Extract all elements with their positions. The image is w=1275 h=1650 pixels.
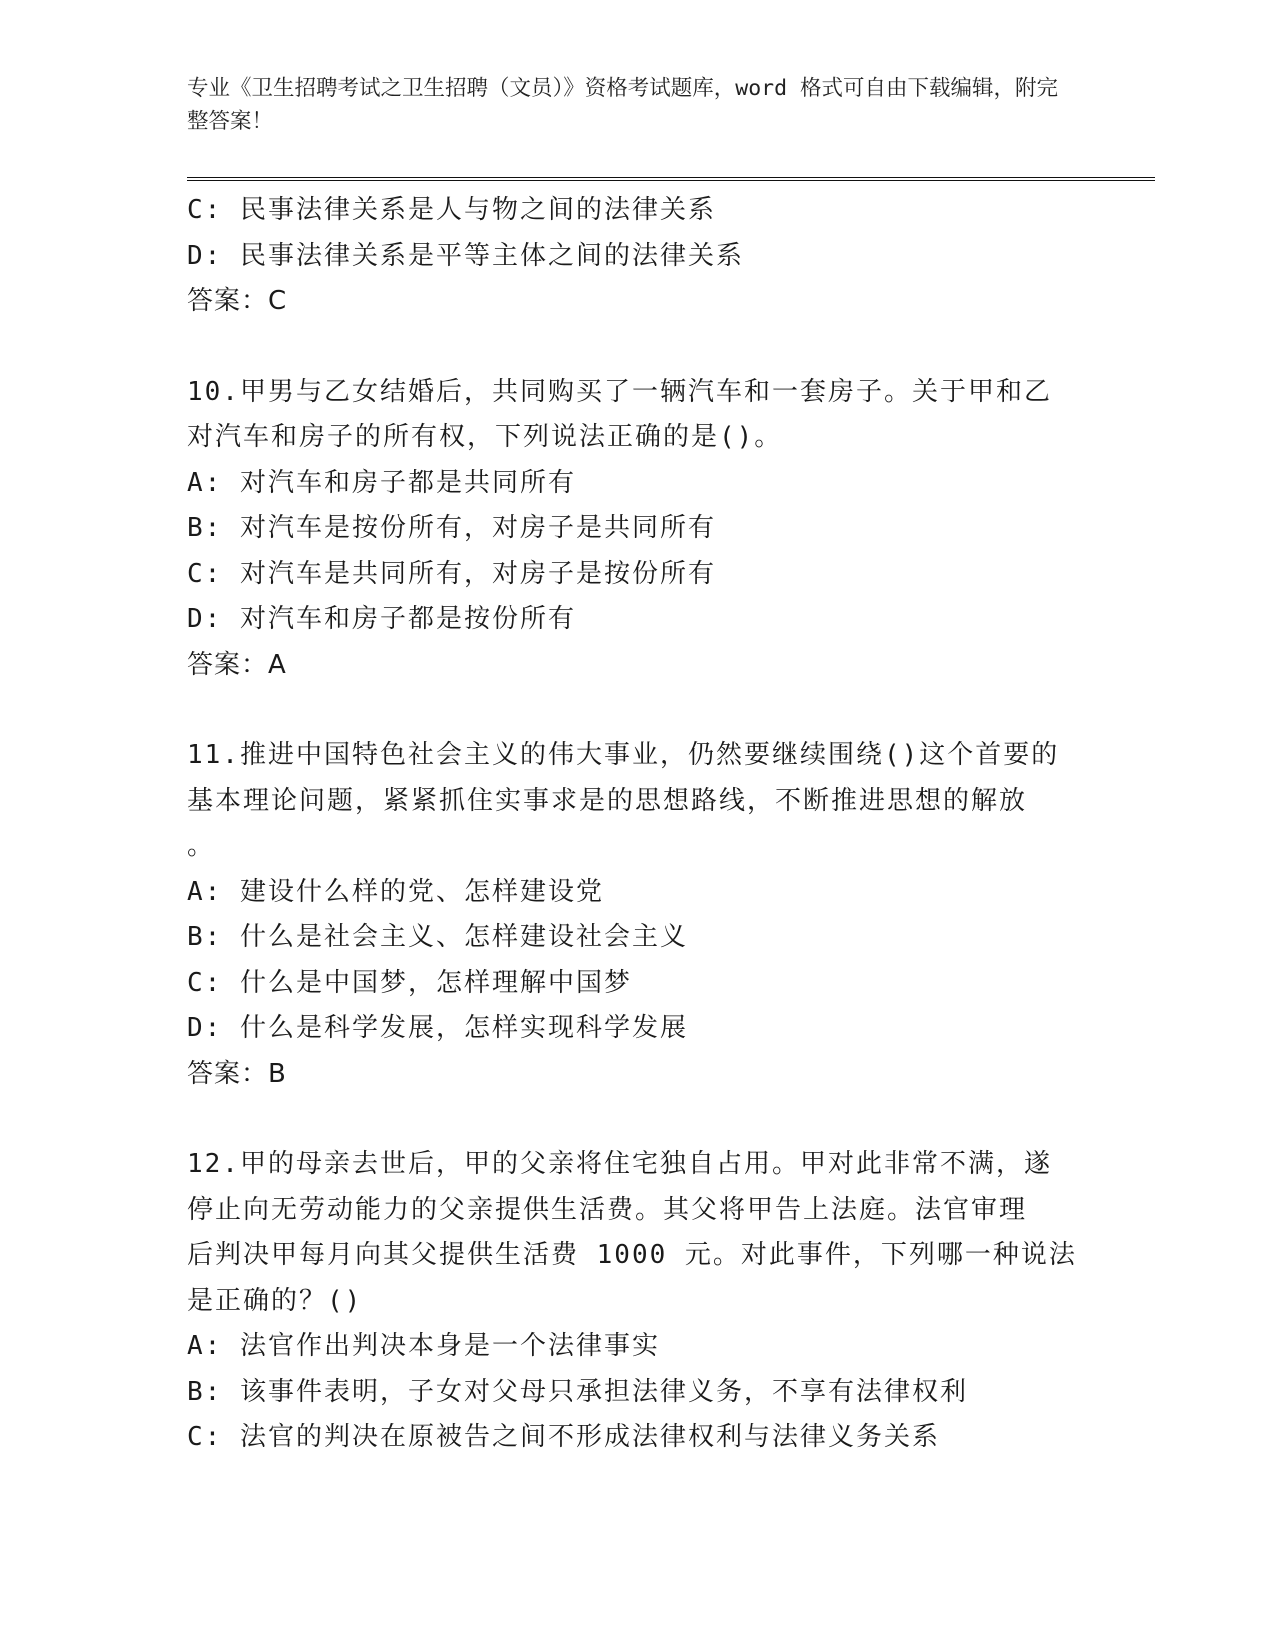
question-stem-line: 是正确的？() xyxy=(187,1285,363,1316)
spacer xyxy=(187,1097,1087,1142)
option-c: C: 民事法律关系是人与物之间的法律关系 xyxy=(187,195,716,225)
question-stem-line: 10.甲男与乙女结婚后，共同购买了一辆汽车和一套房子。关于甲和乙 xyxy=(187,376,1052,407)
document-page xyxy=(187,0,1155,1650)
question-11 xyxy=(187,733,1087,1097)
answer: 答案：B xyxy=(187,1058,287,1089)
option-c: C: 法官的判决在原被告之间不形成法律权利与法律义务关系 xyxy=(187,1422,940,1452)
option-b: B: 对汽车是按份所有，对房子是共同所有 xyxy=(187,513,716,543)
option-d: D: 什么是科学发展，怎样实现科学发展 xyxy=(187,1013,688,1043)
option-a: A: 对汽车和房子都是共同所有 xyxy=(187,467,576,498)
question-stem-line: 停止向无劳动能力的父亲提供生活费。其父将甲告上法庭。法官审理 xyxy=(187,1194,1028,1225)
option-b: B: 什么是社会主义、怎样建设社会主义 xyxy=(187,922,688,952)
spacer xyxy=(187,325,1087,370)
header-rule xyxy=(187,177,1155,181)
option-a: A: 法官作出判决本身是一个法律事实 xyxy=(187,1331,660,1361)
spacer xyxy=(187,688,1087,733)
question-10 xyxy=(187,370,1087,689)
option-c: C: 对汽车是共同所有，对房子是按份所有 xyxy=(187,558,716,589)
option-c: C: 什么是中国梦，怎样理解中国梦 xyxy=(187,967,632,998)
answer: 答案：C xyxy=(187,286,288,316)
question-stem-line: 后判决甲每月向其父提供生活费 1000 元。对此事件，下列哪一种说法 xyxy=(187,1240,1077,1270)
question-stem-line: 11.推进中国特色社会主义的伟大事业，仍然要继续围绕()这个首要的 xyxy=(187,740,1060,770)
option-d: D: 对汽车和房子都是按份所有 xyxy=(187,604,576,634)
question-12 xyxy=(187,1142,1087,1461)
page-header: 专业《卫生招聘考试之卫生招聘（文员）》资格考试题库，word 格式可自由下载编辑，附完整答案！ xyxy=(187,76,1058,134)
question-fragment xyxy=(187,188,1087,325)
option-a: A: 建设什么样的党、怎样建设党 xyxy=(187,876,604,907)
question-stem-line: 基本理论问题，紧紧抓住实事求是的思想路线，不断推进思想的解放 xyxy=(187,785,1028,816)
document-content xyxy=(187,188,1087,1461)
option-b: B: 该事件表明，子女对父母只承担法律义务，不享有法律权利 xyxy=(187,1376,968,1407)
question-stem-line: 12.甲的母亲去世后，甲的父亲将住宅独自占用。甲对此非常不满，遂 xyxy=(187,1149,1052,1179)
answer: 答案：A xyxy=(187,649,287,680)
question-stem-line: 。 xyxy=(187,831,216,861)
question-stem-line: 对汽车和房子的所有权，下列说法正确的是()。 xyxy=(187,422,783,452)
option-d: D: 民事法律关系是平等主体之间的法律关系 xyxy=(187,240,744,271)
